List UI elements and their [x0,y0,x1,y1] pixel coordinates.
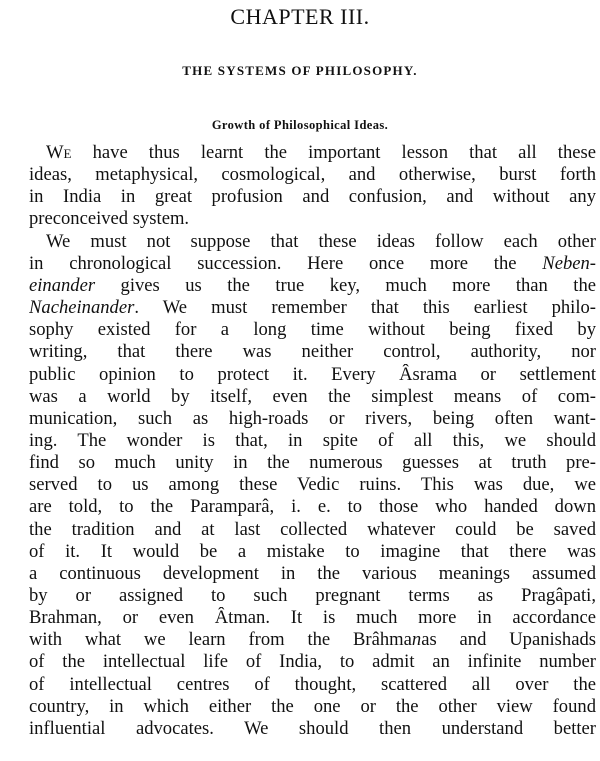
subheading: Growth of Philosophical Ideas. [211,118,389,132]
text-line [29,452,596,474]
text-segment: ing. The wonder is that, in spite of all this, we should [29,429,596,451]
text-line [29,253,596,275]
chapter-heading: CHAPTER III. [230,4,370,29]
section-title: THE SYSTEMS OF PHILOSOPHY. [182,63,418,78]
text-segment: a continuous development in the various meanings assumed [29,562,596,584]
text-segment: as and Upanishads [421,629,596,651]
text-line [29,364,596,386]
text-segment: the tradition and at last collected whatever could be saved [29,518,596,540]
text-line [29,275,596,297]
text-line [29,541,596,563]
text-line [29,430,596,452]
text-segment: was a world by itself, even the simplest means of com- [29,385,596,407]
text-segment: gives us the true key, much more than the [95,274,596,296]
text-line [46,142,596,164]
text-segment: find so much unity in the numerous guesses at truth pre- [29,452,596,474]
text-segment: of the intellectual life of India, to admit an infinite number [29,651,596,673]
text-segment: munication, such as high-roads or rivers, being often want- [29,407,596,429]
text-segment: We must not suppose that these ideas follow each other [46,230,596,252]
text-segment: of intellectual centres of thought, scattered all over the [29,673,596,695]
italic-word: n [411,629,422,651]
text-segment: influential advocates. We should then understand better [29,717,596,739]
text-line [29,319,596,341]
text-line [29,718,596,740]
text-line [29,651,596,673]
text-segment: of it. It would be a mistake to imagine that there was [29,540,596,562]
italic-word: Neben- [542,252,596,274]
text-line [29,696,596,718]
text-segment: country, in which either the one or the other view found [29,695,596,717]
text-segment: by or assigned to such pregnant terms as Pragâpati, [29,585,596,606]
text-line [29,386,596,408]
italic-word: Nacheinander [29,297,135,319]
text-line [29,297,596,319]
text-line [29,341,596,363]
text-line [29,408,596,430]
text-line [29,186,596,208]
text-line [29,629,596,651]
text-segment: served to us among these Vedic ruins. This was due, we [29,474,596,496]
text-segment: in chronological succession. Here once more the [29,252,543,274]
text-line [29,563,596,585]
text-segment: with what we learn from the Brâhma [29,629,412,651]
text-line [29,585,596,607]
text-segment: preconceived system. [29,208,190,230]
text-segment: public opinion to protect it. Every Âsrama or settlement [29,363,596,385]
text-line [29,519,596,541]
text-segment: have thus learnt the important lesson that all these [71,142,596,163]
text-segment: are told, to the Paramparâ, i. e. to those who handed down [29,496,596,518]
text-line [29,208,596,230]
text-segment: We [46,142,72,163]
text-line [29,674,596,696]
text-segment: in India in great profusion and confusion, and without any [29,186,596,208]
text-segment: . We must remember that this earliest philo- [134,297,596,319]
italic-word: einander [29,274,96,296]
text-line [46,231,596,253]
text-line [29,496,596,518]
text-segment: writing, that there was neither control, authority, nor [29,341,596,363]
text-line [29,474,596,496]
text-segment: sophy existed for a long time without being fixed by [29,319,596,341]
text-line [29,164,596,186]
text-segment: ideas, metaphysical, cosmological, and otherwise, burst forth [29,164,596,186]
text-segment: Brahman, or even Âtman. It is much more in accordance [29,607,596,629]
text-line [29,607,596,629]
